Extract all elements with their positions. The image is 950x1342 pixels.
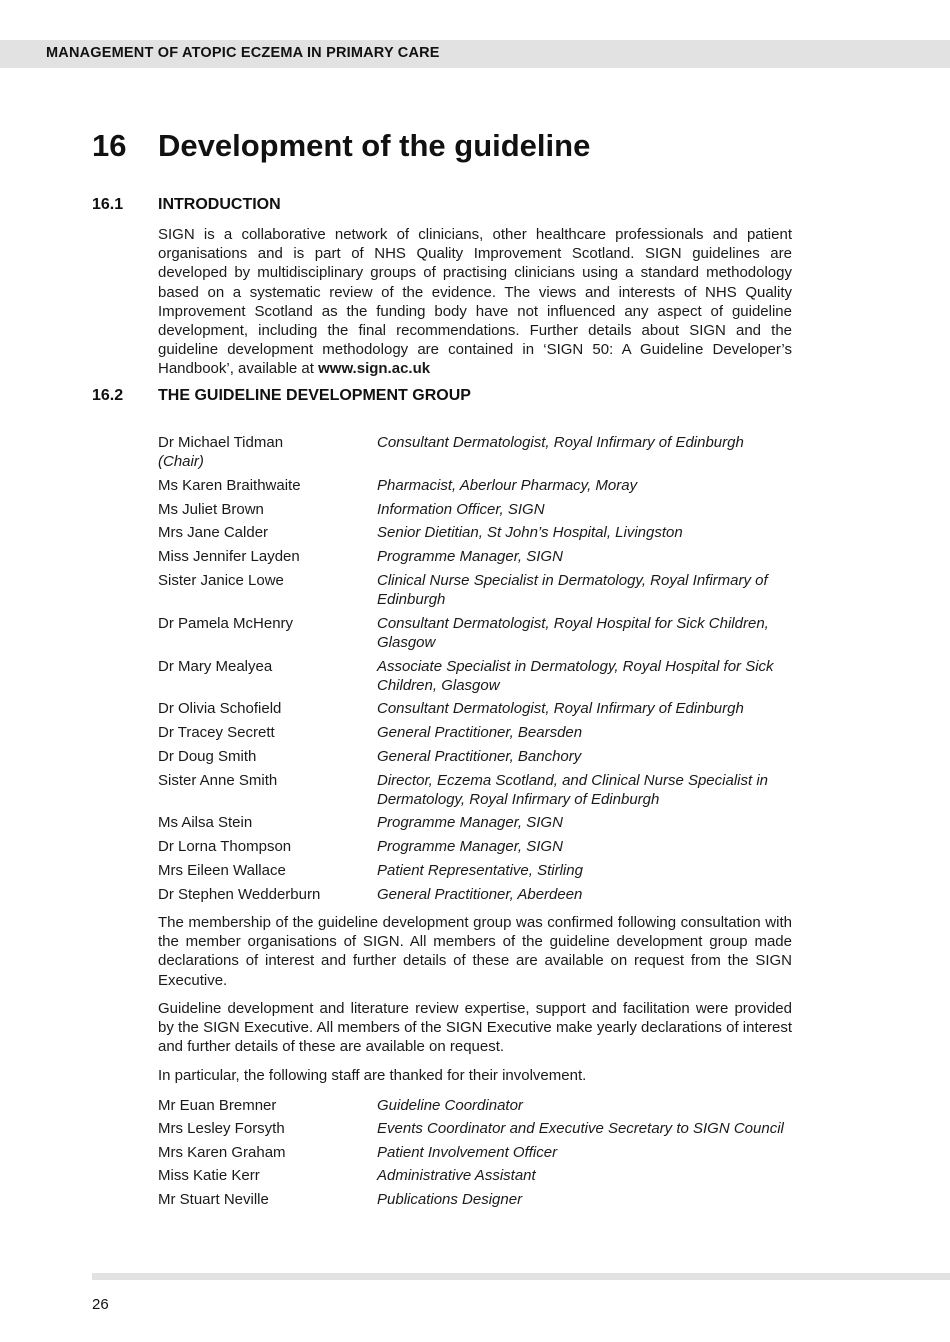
member-role: Consultant Dermatologist, Royal Infirmary of Edinburgh xyxy=(377,434,744,451)
member-row xyxy=(158,571,798,609)
member-name: Ms Juliet Brown xyxy=(158,500,264,518)
member-name: Sister Janice Lowe xyxy=(158,571,284,589)
staff-row xyxy=(158,1190,798,1209)
running-header xyxy=(0,40,950,68)
staff-name: Mrs Lesley Forsyth xyxy=(158,1120,285,1138)
introduction-text: SIGN is a collaborative network of clinicians, other healthcare professionals and patient organisations and is part of NHS Quality Improvement Scotland. SIGN guidelines are developed by multidisciplinary groups of practising clinicians using a standard methodology based on a systematic review of the evidence. The views and interests of NHS Quality Improvement Scotland as the funding body have not influenced any aspect of guideline development, including the final recommendations. Further details about SIGN and the guideline development methodology are contained in ‘SIGN 50: A Guideline Developer’s Handbook’, available at xyxy=(158,226,792,378)
member-name: Dr Mary Mealyea xyxy=(158,657,273,675)
staff-row xyxy=(158,1119,798,1138)
member-role: Patient Representative, Stirling xyxy=(377,861,583,879)
member-row xyxy=(158,699,798,718)
member-role: Information Officer, SIGN xyxy=(377,500,545,518)
staff-role: Administrative Assistant xyxy=(377,1167,536,1185)
staff-name: Mrs Karen Graham xyxy=(158,1143,286,1161)
staff-role: Publications Designer xyxy=(377,1190,523,1208)
section-heading-development-group xyxy=(92,387,471,405)
member-row xyxy=(158,723,798,742)
staff-name: Mr Stuart Neville xyxy=(158,1190,269,1208)
member-role: General Practitioner, Aberdeen xyxy=(377,885,583,903)
member-name: Dr Stephen Wedderburn xyxy=(158,885,321,903)
chapter-heading xyxy=(92,128,590,164)
member-role: Clinical Nurse Specialist in Dermatology, Royal Infirmary of Edinburgh xyxy=(377,571,768,608)
member-name: Miss Jennifer Layden xyxy=(158,548,300,566)
member-row xyxy=(158,500,798,519)
member-name: Dr Tracey Secrett xyxy=(158,724,275,742)
page-number: 26 xyxy=(92,1296,109,1313)
member-name: Dr Doug Smith xyxy=(158,747,257,765)
member-name: Dr Lorna Thompson xyxy=(158,838,292,856)
staff-name: Mr Euan Bremner xyxy=(158,1097,277,1114)
member-name: Dr Pamela McHenry xyxy=(158,614,294,632)
staff-list xyxy=(158,1096,798,1213)
section-title: THE GUIDELINE DEVELOPMENT GROUP xyxy=(158,387,471,404)
staff-role: Patient Involvement Officer xyxy=(377,1143,558,1161)
member-role: General Practitioner, Banchory xyxy=(377,747,582,765)
member-row xyxy=(158,771,798,809)
member-row xyxy=(158,657,798,695)
staff-role: Guideline Coordinator xyxy=(377,1097,523,1114)
member-row xyxy=(158,747,798,766)
member-row xyxy=(158,433,798,471)
member-role: Consultant Dermatologist, Royal Hospital for Sick Children, Glasgow xyxy=(377,614,769,651)
member-role: Programme Manager, SIGN xyxy=(377,814,563,832)
member-row xyxy=(158,837,798,856)
member-row xyxy=(158,547,798,566)
member-role: Director, Eczema Scotland, and Clinical Nurse Specialist in Dermatology, Royal Infirmary of Edinburgh xyxy=(377,771,769,808)
member-row xyxy=(158,614,798,652)
member-name: Mrs Eileen Wallace xyxy=(158,861,286,879)
member-role: Associate Specialist in Dermatology, Royal Hospital for Sick Children, Glasgow xyxy=(377,657,774,694)
staff-role: Events Coordinator and Executive Secretary to SIGN Council xyxy=(377,1120,784,1138)
section-heading-introduction xyxy=(92,196,281,214)
member-name: Dr Olivia Schofield xyxy=(158,700,282,718)
membership-paragraph: The membership of the guideline development group was confirmed following consultation with the member organisations of SIGN. All members of the guideline development group made declarations of interest and further details of these are available on request from the SIGN Executive. xyxy=(158,914,792,989)
section-number: 16.2 xyxy=(92,387,124,404)
member-row xyxy=(158,476,798,495)
member-role: Senior Dietitian, St John’s Hospital, Livingston xyxy=(377,524,683,542)
member-row xyxy=(158,813,798,832)
chapter-number: 16 xyxy=(92,128,127,163)
member-row xyxy=(158,523,798,542)
member-name: Ms Karen Braithwaite xyxy=(158,476,301,494)
member-role: Programme Manager, SIGN xyxy=(377,548,563,566)
executive-paragraph: Guideline development and literature review expertise, support and facilitation were provided by the SIGN Executive. All members of the SIGN Executive make yearly declarations of interest and further details of these are available on request. xyxy=(158,1000,792,1056)
member-role: Pharmacist, Aberlour Pharmacy, Moray xyxy=(377,476,638,494)
staff-row xyxy=(158,1166,798,1185)
member-role: Consultant Dermatologist, Royal Infirmary of Edinburgh xyxy=(377,700,744,718)
footer-rule xyxy=(92,1273,950,1280)
section-number: 16.1 xyxy=(92,196,124,213)
thanks-paragraph: In particular, the following staff are thanked for their involvement. xyxy=(158,1067,587,1084)
section-title: INTRODUCTION xyxy=(158,196,281,213)
member-row xyxy=(158,861,798,880)
running-header-title: MANAGEMENT OF ATOPIC ECZEMA IN PRIMARY CARE xyxy=(46,45,440,61)
member-name: Dr Michael Tidman (Chair) xyxy=(158,434,284,471)
member-name: Ms Ailsa Stein xyxy=(158,814,253,832)
chapter-title: Development of the guideline xyxy=(158,128,591,163)
staff-row xyxy=(158,1096,798,1115)
member-name: Mrs Jane Calder xyxy=(158,524,269,542)
member-role: General Practitioner, Bearsden xyxy=(377,724,583,742)
sign-website-link[interactable]: www.sign.ac.uk xyxy=(318,360,431,378)
staff-row xyxy=(158,1143,798,1162)
introduction-paragraph xyxy=(158,225,792,379)
staff-name: Miss Katie Kerr xyxy=(158,1167,260,1185)
member-note: (Chair) xyxy=(158,453,204,471)
member-name: Sister Anne Smith xyxy=(158,771,278,789)
group-members-list xyxy=(158,433,798,908)
member-row xyxy=(158,885,798,904)
member-role: Programme Manager, SIGN xyxy=(377,838,563,856)
